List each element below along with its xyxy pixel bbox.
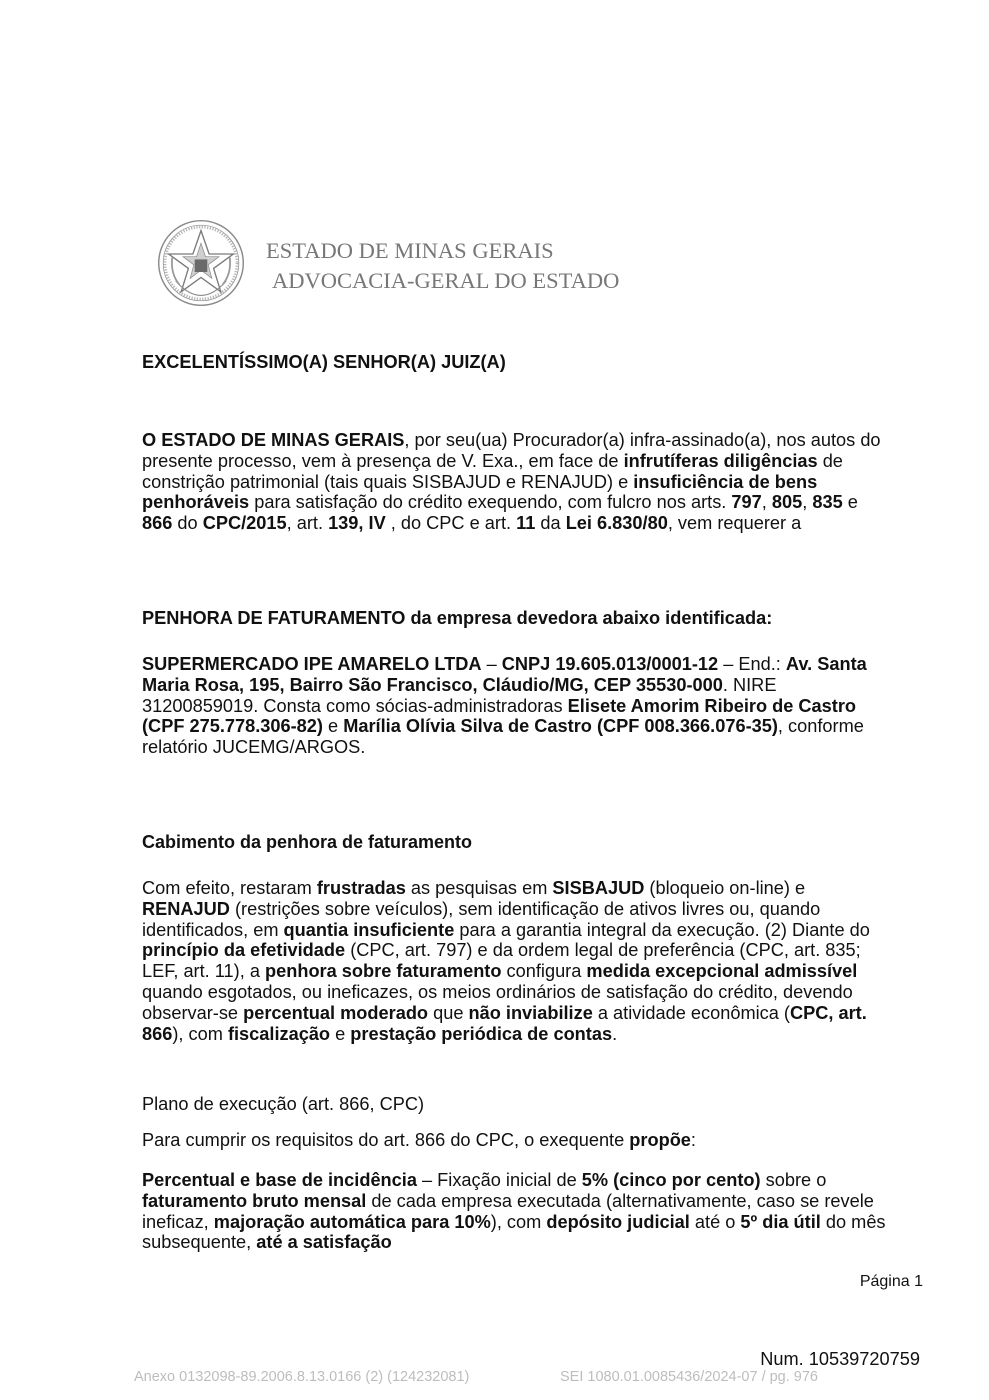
cabimento-run: princípio da efetividade — [142, 940, 346, 961]
percentual-run: até a satisfação — [256, 1232, 392, 1253]
intro-run: para satisfação do crédito exequendo, com fulcro nos arts. — [249, 492, 732, 513]
percentual-run: de cada empresa executada (alternativamente, caso se revele ineficaz, — [142, 1190, 874, 1232]
percentual-run: – Fixação inicial de — [416, 1170, 582, 1190]
company-run: Marília Olívia Silva de Castro (CPF 008.366.076-35) — [343, 716, 778, 737]
cabimento-run: configura — [501, 961, 587, 982]
cabimento-run: quantia insuficiente — [283, 919, 455, 940]
cabimento-run: (bloqueio on-line) e — [644, 878, 806, 898]
cabimento-run: (restrições sobre veículos), sem identificação de ativos livres ou, quando identificados, em — [142, 898, 821, 940]
intro-run: Lei 6.830/80 — [565, 513, 668, 534]
cabimento-run: prestação periódica de contas — [350, 1023, 613, 1044]
company-run: . NIRE 31200859019. Consta como sócias-administradoras — [142, 674, 777, 716]
percentual-run: do mês subsequente, — [142, 1211, 886, 1253]
company-run: SUPERMERCADO IPE AMARELO LTDA — [142, 654, 482, 674]
percentual-run: majoração automática para 10% — [213, 1211, 491, 1232]
intro-run: 835 — [812, 492, 843, 513]
cabimento-run: penhora sobre faturamento — [265, 961, 502, 982]
company-run: CNPJ 19.605.013/0001-12 — [501, 654, 719, 674]
intro-run: do — [172, 513, 203, 534]
intro-run: de constrição patrimonial (tais quais SISBAJUD e RENAJUD) e — [142, 450, 843, 492]
cabimento-run: ), com — [172, 1023, 228, 1044]
cabimento-run: Com efeito, restaram — [142, 878, 317, 898]
cabimento-run: para a garantia integral da execução. (2) Diante do — [454, 919, 870, 940]
plan-heading: Plano de execução (art. 866, CPC) — [142, 1094, 425, 1114]
letterhead — [266, 236, 619, 296]
intro-run: , — [802, 492, 813, 513]
cabimento-run: CPC, art. 866 — [142, 1002, 867, 1044]
document-number: Num. 10539720759 — [760, 1349, 920, 1369]
cabimento-run: SISBAJUD — [552, 878, 645, 898]
footer-sei: SEI 1080.01.0085436/2024-07 / pg. 976 — [560, 1369, 818, 1385]
percentual-run: ), com — [490, 1211, 547, 1232]
cabimento-run: percentual moderado — [243, 1002, 429, 1023]
cabimento-run: frustradas — [316, 878, 406, 898]
intro-run: , art. — [286, 513, 329, 534]
percentual-run: 5% (cinco por cento) — [581, 1170, 761, 1190]
footer-annex: Anexo 0132098-89.2006.8.13.0166 (2) (124232081) — [134, 1369, 470, 1385]
company-run: – — [481, 654, 502, 674]
percentual-run: 5º dia útil — [740, 1211, 821, 1232]
cabimento-run: e — [330, 1023, 351, 1044]
salutation: EXCELENTÍSSIMO(A) SENHOR(A) JUIZ(A) — [142, 352, 506, 372]
cabimento-run: . — [612, 1023, 618, 1044]
intro-run: 805 — [771, 492, 803, 513]
company-run: Elisete Amorim Ribeiro de Castro (CPF 275.778.306-82) — [142, 695, 857, 737]
company-run: e — [322, 716, 344, 737]
cabimento-run: que — [428, 1002, 469, 1023]
percentual-run: depósito judicial — [546, 1211, 690, 1232]
percentual-run: até o — [689, 1211, 741, 1232]
intro-run: , vem requerer a — [667, 513, 802, 534]
cabimento-run: não inviabilize — [468, 1002, 593, 1023]
proposal-paragraph — [142, 1130, 887, 1151]
request-heading: PENHORA DE FATURAMENTO da empresa devedora abaixo identificada: — [142, 608, 773, 628]
intro-run: , por seu(ua) Procurador(a) infra-assinado(a), nos autos do presente processo, vem à presença de V. Exa., em face de — [142, 430, 881, 471]
intro-run: 139, IV — [328, 513, 386, 534]
intro-run: 797 — [731, 492, 762, 513]
intro-run: infrutíferas diligências — [623, 450, 818, 471]
intro-run: da — [535, 513, 566, 534]
company-run: Av. Santa Maria Rosa, 195, Bairro São Francisco, Cláudio/MG, CEP 35530-000 — [142, 654, 867, 695]
percentual-paragraph — [142, 1170, 887, 1253]
intro-run: 866 — [142, 513, 173, 534]
company-run: , conforme relatório JUCEMG/ARGOS. — [142, 716, 864, 758]
percentual-run: sobre o — [760, 1170, 827, 1190]
cabimento-run: (CPC, art. 797) e da ordem legal de preferência (CPC, art. 835; LEF, art. 11), a — [142, 940, 861, 982]
cabimento-run: a atividade econômica ( — [592, 1002, 790, 1023]
intro-run: , do CPC e art. — [385, 513, 517, 534]
cabimento-run: as pesquisas em — [405, 878, 553, 898]
percentual-run: Percentual e base de incidência — [142, 1170, 417, 1190]
cabimento-run: quando esgotados, ou ineficazes, os meios ordinários de satisfação do crédito, devendo observar-se — [142, 981, 853, 1023]
proposal-run: Para cumprir os requisitos do art. 866 do CPC, o exequente — [142, 1130, 630, 1150]
intro-paragraph — [142, 430, 887, 534]
cabimento-run: RENAJUD — [142, 898, 230, 919]
cabimento-paragraph — [142, 878, 887, 1044]
intro-run: CPC/2015 — [202, 513, 287, 534]
intro-run: , — [761, 492, 772, 513]
intro-run: insuficiência de bens penhoráveis — [142, 471, 818, 513]
cabimento-run: fiscalização — [227, 1023, 331, 1044]
cabimento-run: medida excepcional admissível — [586, 961, 858, 982]
intro-run: O ESTADO DE MINAS GERAIS — [142, 430, 405, 450]
proposal-run: : — [690, 1130, 696, 1150]
state-coat-of-arms-icon — [156, 218, 246, 308]
percentual-run: faturamento bruto mensal — [142, 1190, 367, 1211]
company-paragraph — [142, 654, 887, 758]
letterhead-agency: ADVOCACIA-GERAL DO ESTADO — [272, 268, 620, 293]
letterhead-state: ESTADO DE MINAS GERAIS — [266, 238, 554, 263]
intro-run: e — [842, 492, 858, 513]
intro-run: 11 — [516, 513, 536, 534]
proposal-run: propõe — [629, 1130, 691, 1150]
section-heading: Cabimento da penhora de faturamento — [142, 832, 473, 852]
company-run: – End.: — [718, 654, 786, 674]
page-number: Página 1 — [859, 1273, 923, 1290]
